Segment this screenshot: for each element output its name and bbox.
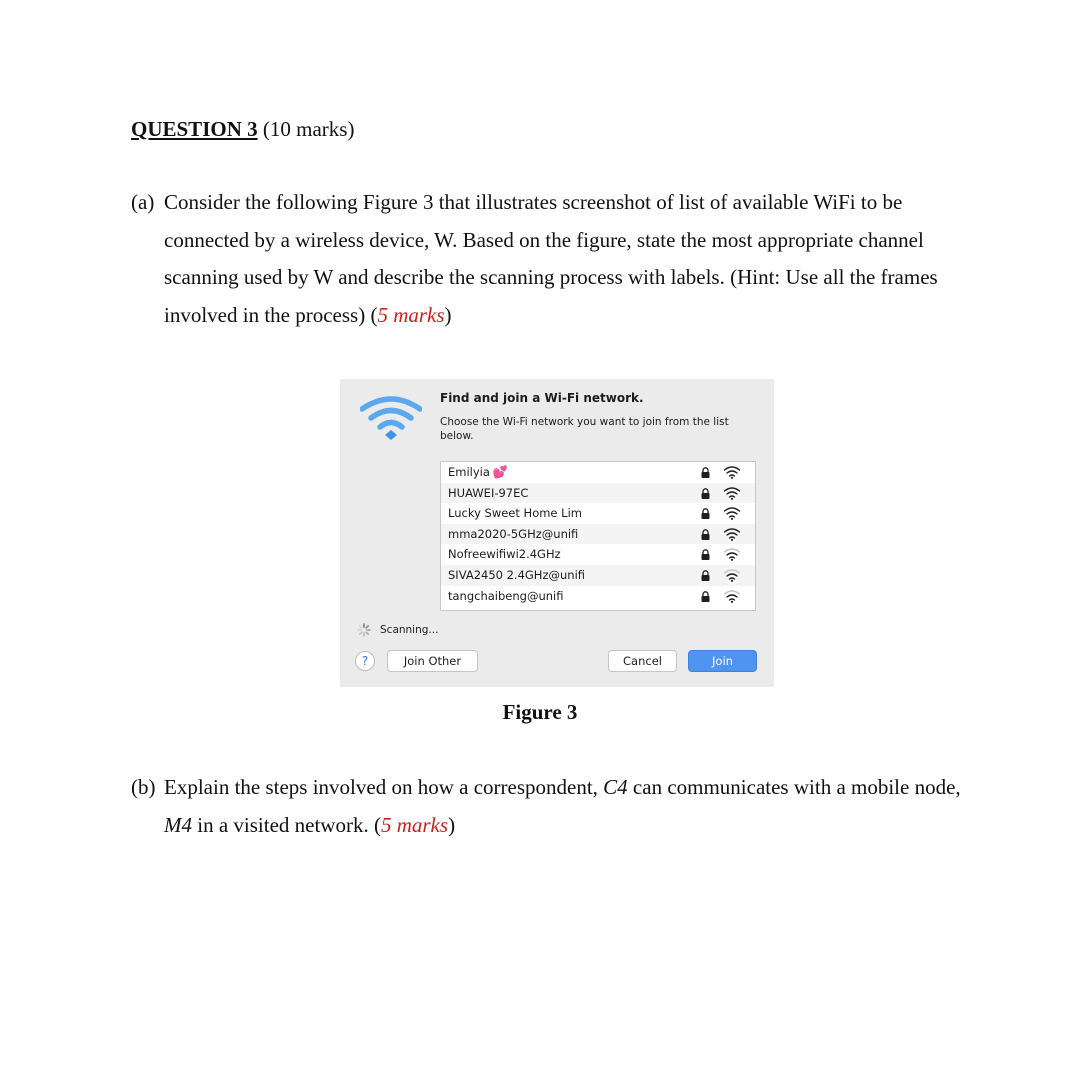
part-b-label: (b) xyxy=(131,775,156,799)
cancel-button[interactable]: Cancel xyxy=(608,650,677,672)
lock-icon xyxy=(700,570,711,581)
wifi-signal-icon xyxy=(723,465,741,479)
wifi-signal-icon xyxy=(723,527,741,541)
part-a-text xyxy=(164,184,961,334)
part-b-body-3: in a visited network. ( xyxy=(192,812,381,837)
part-b xyxy=(131,769,961,844)
lock-icon xyxy=(700,508,711,519)
lock-icon xyxy=(700,529,711,540)
network-list[interactable] xyxy=(440,461,756,611)
dialog-title: Find and join a Wi-Fi network. xyxy=(440,391,644,405)
join-other-button[interactable]: Join Other xyxy=(387,650,478,672)
network-name: Lucky Sweet Home Lim xyxy=(448,506,582,521)
part-b-text xyxy=(164,769,961,844)
network-row[interactable] xyxy=(441,503,755,524)
part-a xyxy=(131,184,961,334)
part-b-m4: M4 xyxy=(164,812,192,837)
network-name: tangchaibeng@unifi xyxy=(448,588,564,603)
dialog-subtitle: Choose the Wi-Fi network you want to join from the list below. xyxy=(440,416,729,442)
part-b-marks: 5 marks xyxy=(380,812,449,837)
part-a-body: Consider the following Figure 3 that illustrates screenshot of list of available WiFi to be connected by a wireless device, W. Based on the figure, state the most appropriate channel scanning used by W and describe the scanning process with labels. (Hint: Use all the frames involved in the process) ( xyxy=(164,190,938,327)
part-b-close: ) xyxy=(448,812,456,837)
network-row[interactable] xyxy=(441,565,755,586)
wifi-icon xyxy=(360,395,422,441)
scanning-text: Scanning... xyxy=(380,624,439,636)
wifi-signal-icon xyxy=(723,589,741,603)
spinner-icon xyxy=(357,623,371,637)
network-row[interactable] xyxy=(441,483,755,504)
part-a-close: ) xyxy=(444,302,452,327)
network-name: HUAWEI-97EC xyxy=(448,485,529,500)
network-name: Nofreewifiwi2.4GHz xyxy=(448,547,561,562)
wifi-signal-icon xyxy=(723,568,741,582)
part-b-c4: C4 xyxy=(603,775,628,799)
join-button[interactable]: Join xyxy=(688,650,757,672)
help-button[interactable]: ? xyxy=(355,651,375,671)
question-title: QUESTION 3 xyxy=(131,117,258,141)
part-b-body-1: Explain the steps involved on how a correspondent, xyxy=(164,775,604,799)
wifi-signal-icon xyxy=(723,547,741,561)
part-b-body-2: can communicates with a mobile node, xyxy=(627,775,961,799)
lock-icon xyxy=(700,467,711,478)
figure-caption: Figure 3 xyxy=(502,700,578,724)
lock-icon xyxy=(700,488,711,499)
network-row[interactable] xyxy=(441,462,755,483)
part-a-marks: 5 marks xyxy=(377,302,445,327)
heart-emoji: 💕 xyxy=(492,465,508,479)
network-name: Emilyia 💕 xyxy=(448,465,508,479)
network-row[interactable] xyxy=(441,544,755,565)
lock-icon xyxy=(700,549,711,560)
wifi-signal-icon xyxy=(723,486,741,500)
part-a-label: (a) xyxy=(131,190,155,214)
network-row[interactable] xyxy=(441,524,755,545)
question-heading xyxy=(131,116,354,142)
wifi-signal-icon xyxy=(723,506,741,520)
network-row[interactable] xyxy=(441,586,755,607)
network-name: SIVA2450 2.4GHz@unifi xyxy=(448,567,586,582)
network-name: mma2020-5GHz@unifi xyxy=(448,526,579,541)
wifi-dialog-figure xyxy=(340,379,774,687)
lock-icon xyxy=(700,591,711,602)
question-marks: (10 marks) xyxy=(262,117,355,141)
